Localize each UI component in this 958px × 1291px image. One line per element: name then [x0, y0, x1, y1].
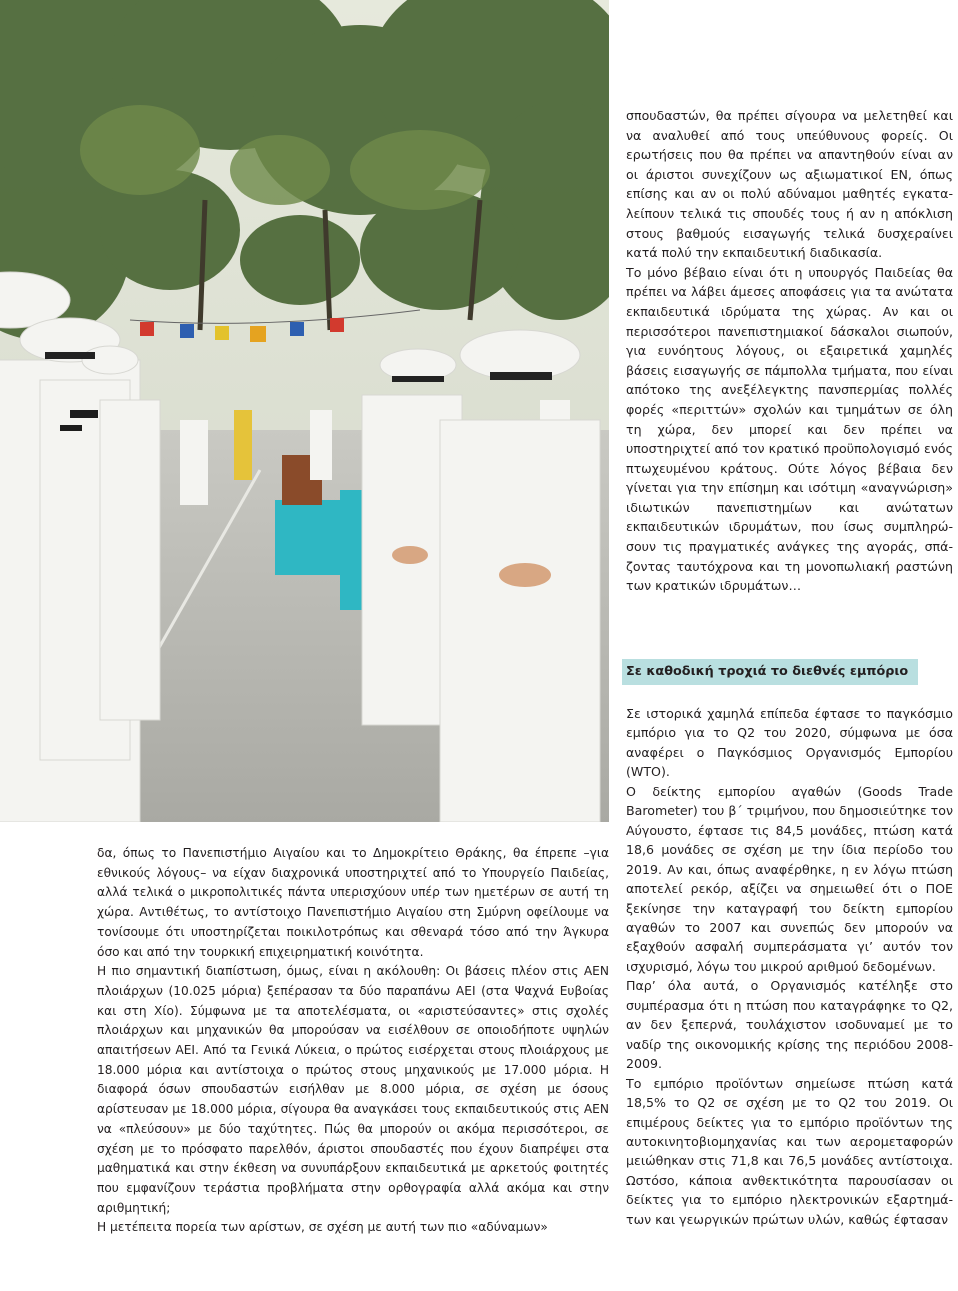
left-paragraph: Η πιο σημαντική διαπίστωση, όμως, είναι η ακόλουθη: Οι βάσεις πλέον στις ΑΕΝ πλοιάρχων (10.025 μόρια) ξεπέρασαν τα δύο παραπάνω ΑΕΙ (στα Ψαχνά Ευβοίας και στη Χίο). Σύμφωνα με τα αποτελέσματα, οι «αριστεύσαντες» στις σχολές πλοιάρχων και μηχανικών θα μπορούσαν να εισέλθουν σε οποιοδήποτε υψηλών απαιτήσεων ΑΕΙ. Από τα Γενικά Λύκεια, ο πρώτος εισέρχεται στους πλοιάρχους με 18.000 μόρια και αντίστοιχα ο πρώτος στους μηχανικούς με 17.000 μόρια. Η διαφορά όσων σπουδαστών εισήλθαν με 8.000 μόρια, σε σχέση με όσους αρίστευσαν με 18.000 μόρια, σίγουρα θα αναγκάσει τους εκπαιδευτικούς στις ΑΕΝ να «πλεύσουν» με δύο ταχύτητες. Πώς θα μπορούν οι ακόμα περισσότεροι, σε σχέση με το πρόσφατο παρελθόν, άριστοι σπουδαστές που έχουν διαπρέψει στα μαθηματικά και στην έκθεση να συνυπάρξουν εκπαιδευτικά με αρκετούς φοιτητές που εμφανίζουν τεράστια προβλήματα στην ορθογραφία αλλά ακόμα και στην αριθμητική; [97, 964, 609, 1215]
section-heading: Σε καθοδική τροχιά το διεθνές εμπόριο [622, 659, 918, 685]
section-body [626, 704, 953, 1229]
left-paragraph: δα, όπως το Πανεπιστήμιο Αιγαίου και το Δημοκρίτειο Θράκης, θα έπρεπε –για εθνικούς λόγους– να είχαν διαχρονικά υποστηριχτεί από το Υπουργείο Παιδείας, αλλά τελικά ο μικροπολιτικές πάντα υπερισχύουν υπέρ των ημετέρων σε αυτή τη χώρα. Αντιθέτως, το αντίστοιχο Πανεπιστήμιο Αιγαίου στη Σμύρνη οφείλουμε να τονίσουμε ότι υποστηρίζεται ποικιλοτρόπως και σθεναρά τόσο από την Άγκυρα όσο και από την τουρκική επιχειρηματική κοινότητα. [97, 846, 609, 959]
right-paragraph: Το μόνο βέβαιο είναι ότι η υπουργός Παιδείας θα πρέπει να λάβει άμεσες αποφάσεις για τα ανώτατα εκπαιδευτικά ιδρύματα της χώρας. Αν και οι περισσότεροι πανεπιστημιακοί δάσκαλοι σιωπούν, για ευνόητους λόγους, οι εξαιρετικά χαμηλές βάσεις εισαγωγής σε πάμπολλα τμήματα, που είναι απότοκο της ανεξέλεγκτης πανσπερμίας πολλές φορές «περιττών» σχολών και τμημάτων σε όλη τη χώρα, δεν μπορεί και δεν πρέπει να υποστηριχτεί από τον κρατικό προϋπολογισμό ενός πτωχευμένου κράτους. Ούτε λόγος βέβαια δεν γίνεται για την επίσημη και ισότιμη «αναγνώριση» ιδιωτικών πανεπιστημίων και ανώτατων εκπαιδευτικών ιδρυμάτων, που ίσως συμπληρώσουν τις πραγματικές ανάγκες της αγοράς, σπάζοντας ταυτόχρονα και τη μονοπωλιακή ραστώνη των κρατικών ιδρυμάτων… [626, 264, 953, 594]
photo-illustration [0, 0, 609, 822]
left-paragraph: Η μετέπειτα πορεία των αρίστων, σε σχέση με αυτή των πιο «αδύναμων» [97, 1220, 548, 1235]
naval-ceremony-photo [0, 0, 609, 822]
section-paragraph: Ο δείκτης εμπορίου αγαθών (Goods Trade Barometer) του β΄ τριμήνου, που δημοσιεύτηκε τον Αύγουστο, έφτασε τις 84,5 μονάδες, πτώση κατά 18,6 μονάδες σε σχέση με την ίδια περίοδο του 2019. Αν και, όπως αναφέρθηκε, η εν λόγω πτώση αποτελεί ρεκόρ, αξίζει να σημειωθεί ότι ο ΠΟΕ ξεκίνησε την καταγραφή του δείκτη εμπορίου αγαθών το 2007 και συνεπώς δεν μπορούν να εξαχθούν ασφαλή συμπεράσματα γι’ αυτόν τον ισχυρισμό, λόγω του μικρού αριθμού δεδομένων. [626, 783, 953, 974]
section-paragraph: Παρ’ όλα αυτά, ο Οργανισμός κατέληξε στο συμπέρασμα ότι η πτώση που καταγράφηκε το Q2, αν δεν ξεπερνά, τουλάχιστον ισοδυναμεί με το ναδίρ της οικονομικής κρίσης της περιόδου 2008-2009. [626, 978, 953, 1072]
right-paragraph: σπουδαστών, θα πρέπει σίγουρα να μελετηθεί και να αναλυθεί από τους υπεύθυνους φορείς. Οι ερωτήσεις που θα πρέπει να απαντηθούν είναι αν οι άριστοι συνεχίζουν ως αξιωματικοί ΕΝ, όπως επίσης και αν οι πολύ αδύναμοι μαθητές εγκαταλείπουν τελικά τις σπουδές τους ή αν η απόκλιση στους βαθμούς εισαγωγής τελικά δυσχεραίνει κατά πολύ την εκπαιδευτική διαδικασία. [626, 108, 953, 261]
right-column [626, 106, 953, 596]
left-column [97, 844, 609, 1238]
section-paragraph: Το εμπόριο προϊόντων σημείωσε πτώση κατά 18,5% το Q2 σε σχέση με το Q2 του 2019. Οι επιμέρους δείκτες για το εμπόριο προϊόντων της αυτοκινητοβιομηχανίας και των αερομεταφορών μειώθηκαν στις 71,8 και 76,5 μονάδες αντίστοιχα. Ωστόσο, κάποια ανθεκτικότητα παρουσίασαν οι δείκτες για το εμπόριο ηλεκτρονικών εξαρτημάτων και γεωργικών πρώτων υλών, καθώς έφτασαν [626, 1075, 953, 1227]
section-paragraph: Σε ιστορικά χαμηλά επίπεδα έφτασε το παγκόσμιο εμπόριο για το Q2 του 2020, σύμφωνα με όσα αναφέρει ο Παγκόσμιος Οργανισμός Εμπορίου (WTO). [626, 706, 953, 780]
